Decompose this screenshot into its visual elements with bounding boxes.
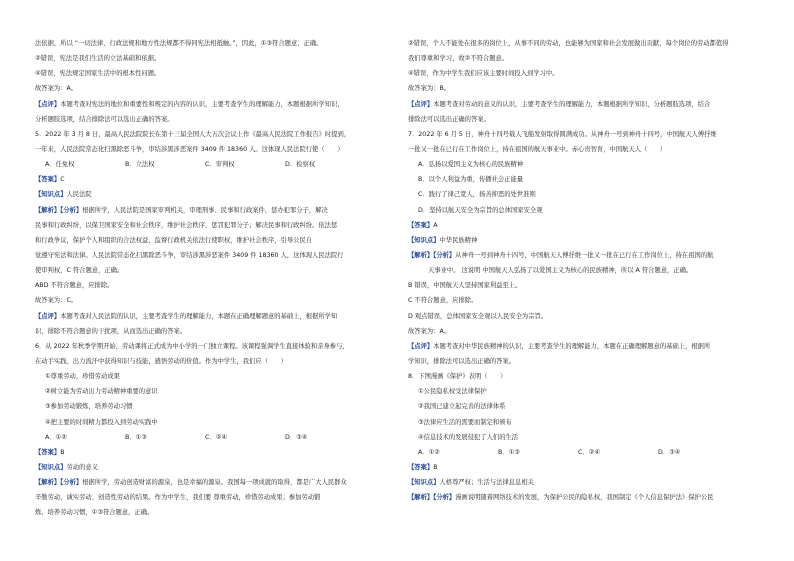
line-text: ①尊重劳动，珍惜劳动成果	[45, 373, 120, 381]
text-line	[408, 278, 768, 293]
text-line	[408, 248, 768, 263]
line-text: ①公民隐私权受法律保护	[418, 388, 487, 396]
line-text: 一批又一批在已行在工作岗位上，持在祖国的航天事业中。赤心贵智育，中国航天人（ ）	[408, 145, 667, 153]
text-line	[35, 445, 390, 460]
line-text: 劳动的意义	[66, 463, 98, 471]
line-text: B	[60, 448, 65, 456]
section-tag: 【知识点】	[35, 191, 67, 199]
option-item: D．③④	[285, 433, 308, 441]
text-line	[35, 263, 390, 278]
line-text: 本题考查对宪法的地位和重要性和规定的内容的认识，主要考查学生的理解能力，本题根据所学知识，	[60, 100, 344, 108]
section-tag: 【点评】	[408, 100, 434, 108]
line-text: 漫画说明随着网络技术的发展，为保护公民的隐私权，我国制定《个人信息保护法》保护公民	[455, 494, 714, 502]
line-text: 在动手实践、出力流汗中获得知识与技能，感悟劳动的价值。作为中学生，我们应（ ）	[35, 357, 287, 365]
text-line	[35, 309, 390, 324]
text-line	[408, 293, 768, 308]
text-line	[35, 430, 390, 445]
line-text: D．坚持以航天安全为宗旨的总体国家安全观	[418, 206, 543, 214]
right-column	[408, 36, 768, 505]
text-line	[35, 278, 390, 293]
text-line	[35, 187, 390, 202]
text-line	[408, 142, 768, 157]
line-text: 5．2022 年 3 月 8 日，最高人民法院院长在第十三届全国人大五次会议上作《最高人民法院工作报告》时提到，	[35, 130, 351, 138]
option-item: A．任免权	[45, 161, 75, 169]
text-line	[408, 51, 768, 66]
section-tag: 【答案】	[408, 221, 434, 229]
text-line	[408, 475, 768, 490]
text-line	[408, 66, 768, 81]
text-line	[408, 369, 768, 384]
text-line	[408, 354, 768, 369]
line-text: C	[60, 176, 65, 184]
line-text: 民事和行政纠纷，以保卫国家安全和社会秩序，维护社会秩序，惩罚犯罪分子；解决民事和行政纠纷。依法惩	[35, 221, 338, 229]
line-text: B 错误，中国航天人坚持国家利益至上。	[408, 282, 522, 290]
text-line	[35, 248, 390, 263]
line-text: ②错误，个人不能处在很多的岗位上，从事不同的劳动，也能够为国家和社会发展做出贡献，每个岗位的劳动都值得	[408, 40, 729, 47]
section-tag: 【解析】【分析】	[408, 251, 456, 259]
line-text: 本题考查对劳动的意义的认识，主要考查学生的理解能力，本题根据所学知识，分析题肢选项，结合	[433, 100, 711, 108]
text-line	[35, 460, 390, 475]
text-line	[408, 187, 768, 202]
text-line	[35, 127, 390, 142]
text-line	[35, 384, 390, 399]
text-line	[408, 339, 768, 354]
option-item: C．②④	[205, 433, 227, 441]
text-line	[35, 66, 390, 81]
line-text: 排除法可以选出正确的答案。	[408, 115, 490, 123]
option-item: A．①②	[418, 448, 440, 456]
text-line	[408, 384, 768, 399]
option-item: B．①③	[498, 448, 520, 456]
text-line	[35, 293, 390, 308]
line-text: B．以个人利益为重，传播社会正能量	[418, 176, 524, 184]
text-line	[408, 324, 768, 339]
line-text: 我们尊重和学习，故②不符合题意。	[408, 55, 509, 63]
line-text: 学知识，排除法可以选出正确的答案。	[408, 357, 516, 365]
section-tag: 【答案】	[408, 463, 434, 471]
text-line	[35, 97, 390, 112]
text-line	[35, 36, 390, 51]
section-tag: 【答案】	[35, 176, 61, 184]
section-tag: 【解析】【分析】	[35, 479, 83, 487]
line-text: 7．2022 年 6 月 5 日，神舟十四号载人飞船发射取得圆满成功。从神舟一号到神舟十四号，中国航天人傅抒维	[408, 130, 717, 138]
text-line	[408, 172, 768, 187]
line-text: 一年来，人民法院常态化扫黑除恶斗争，审结涉黑涉恶案件 3409 件 18360 人。这体现人民法院行使（ ）	[35, 145, 344, 153]
line-text: 使审判权，C 符合题意，正确。	[35, 267, 124, 275]
text-line	[408, 218, 768, 233]
line-text: A	[433, 221, 438, 229]
text-line	[408, 36, 768, 51]
line-text: 故答案为：B。	[408, 85, 451, 93]
line-text: 觉遵守宪法和法律。人民法院常态化扫黑除恶斗争，审结涉黑涉恶案件 3409 件 18360 人，这体现人民法院行	[35, 251, 344, 259]
text-line	[35, 324, 390, 339]
line-text: C．践行了律己宽人，扬善抑恶的处世准则	[418, 191, 536, 199]
text-line	[35, 354, 390, 369]
option-item: B．①③	[125, 433, 147, 441]
text-line	[35, 157, 390, 172]
text-line	[35, 81, 390, 96]
line-text: 本题考查对中华民族精神的认识，主要考查学生的理解能力，本题在正确理解题意的基础上，根据所	[433, 342, 711, 350]
text-line	[408, 81, 768, 96]
text-line	[35, 475, 390, 490]
line-text: 故答案为：A。	[408, 327, 451, 335]
line-text: D 观点错误，总体国家安全观以人民安全为宗旨。	[408, 312, 548, 320]
option-item: B．立法权	[125, 161, 155, 169]
section-tag: 【点评】	[35, 100, 61, 108]
line-text: 法依据，所以 “一切法律、行政法规和地方性法规都不得同宪法相抵触。”，因此，①③符合题意，正确。	[35, 40, 323, 47]
option-item: A．①②	[45, 433, 67, 441]
option-item: C．审判权	[205, 161, 235, 169]
text-line	[35, 233, 390, 248]
line-text: 故答案为：C。	[35, 297, 78, 305]
line-text: ②树立能为劳动出力劳动精神重要的意识	[45, 388, 158, 396]
line-text: B	[433, 463, 438, 471]
text-line	[408, 430, 768, 445]
line-text: 8．下图漫画《保护》表明（ ）	[408, 373, 507, 381]
line-text: 辛勤劳动、诚实劳动、创造性劳动的结果。作为中学生，我们要 尊重劳动，珍惜劳动成果；参加劳动锻	[35, 494, 321, 502]
text-line	[408, 415, 768, 430]
section-tag: 【点评】	[35, 312, 61, 320]
line-text: 故答案为：A。	[35, 85, 78, 93]
line-text: 本题考查对人民法院的认识，主要考查学生的理解能力，本题在正确理解题意的基础上，根据所学知	[60, 312, 338, 320]
text-line	[408, 112, 768, 127]
text-line	[35, 339, 390, 354]
text-line	[35, 505, 390, 520]
line-text: 中华民族精神	[439, 236, 478, 244]
line-text: ④信息技术的发展侵犯了人们的生活	[418, 433, 519, 441]
text-line	[35, 142, 390, 157]
line-text: 天事业中。 这说明 中国航天人弘扬了以爱国主义为核心的民族精神，所以 A 符合题意，正确。	[428, 267, 693, 275]
left-column	[35, 36, 390, 521]
text-line	[35, 415, 390, 430]
text-line	[408, 445, 768, 460]
line-text: ②错误，宪法是我们生活的立法基础和依据。	[35, 55, 161, 63]
line-text: 6．从 2022 年秋季学期开始，劳动课将正式成为中小学的一门独立课程。该课程强调学生直接体验和亲身参与，	[35, 342, 349, 350]
section-tag: 【答案】	[35, 448, 61, 456]
option-item: D．③④	[658, 448, 681, 456]
text-line	[35, 369, 390, 384]
line-text: 识，排除不符合题意的干扰项，从而选出正确的答案。	[35, 327, 187, 335]
text-line	[408, 233, 768, 248]
text-line	[35, 218, 390, 233]
line-text: A．弘扬以爱国主义为核心的民族精神	[418, 161, 524, 169]
section-tag: 【知识点】	[35, 463, 67, 471]
line-text: ABD 不符合题意，应排除。	[35, 282, 114, 290]
line-text: ③法律应生活的需要而制定和颁布	[418, 418, 512, 426]
line-text: 人格尊严权；生活与法律息息相关	[439, 479, 534, 487]
text-line	[408, 157, 768, 172]
text-line	[408, 309, 768, 324]
text-line	[408, 97, 768, 112]
option-item: D．检察权	[285, 161, 316, 169]
line-text: 根据所学，人民法院是国家审判机关，审理刑事、民事和行政案件，惩办犯罪分子，解决	[82, 206, 328, 214]
line-text: 分析题肢选项，结合排除法可以选出正确的答案。	[35, 115, 174, 123]
option-item: C．②④	[578, 448, 600, 456]
text-line	[35, 399, 390, 414]
text-line	[35, 172, 390, 187]
line-text: ④把主要的时间精力都投入到劳动实践中	[45, 418, 158, 426]
text-line	[35, 203, 390, 218]
section-tag: 【知识点】	[408, 236, 440, 244]
line-text: ②我国已建立起完善的法律体系	[418, 403, 506, 411]
section-tag: 【知识点】	[408, 479, 440, 487]
line-text: 和行政争议，保护个人和组织的合法权益，监督行政机关依法行使职权，维护社会秩序，引导公民自	[35, 236, 313, 244]
text-line	[408, 203, 768, 218]
text-line	[35, 112, 390, 127]
line-text: ③参加劳动锻炼，培养劳动习惯	[45, 403, 133, 411]
section-tag: 【点评】	[408, 342, 434, 350]
text-line	[408, 490, 768, 505]
text-line	[35, 51, 390, 66]
line-text: 从神舟一号到神舟十四号，中国航天人傅抒维一批又一批在已行在工作岗位上，持在祖国的航	[455, 251, 714, 259]
text-line	[408, 127, 768, 142]
text-line	[408, 399, 768, 414]
text-line	[408, 460, 768, 475]
line-text: ④错误，宪法规定国家生活中的根本性问题。	[35, 70, 161, 78]
section-tag: 【解析】【分析】	[35, 206, 83, 214]
line-text: 人民法院	[66, 191, 92, 199]
section-tag: 【解析】【分析】	[408, 494, 456, 502]
line-text: 炼，培养劳动习惯，①③符合题意，正确。	[35, 509, 154, 517]
line-text: C 不符合题意，应排除。	[408, 297, 478, 305]
text-line	[408, 263, 768, 278]
line-text: 根据所学，劳动创造财富的源泉，也是幸福的源泉。我国每一项成就的取得，都是广大人民群众	[82, 479, 347, 487]
line-text: ④错误，作为中学生我们应该主要时间投入到学习中。	[408, 70, 559, 78]
text-line	[35, 490, 390, 505]
